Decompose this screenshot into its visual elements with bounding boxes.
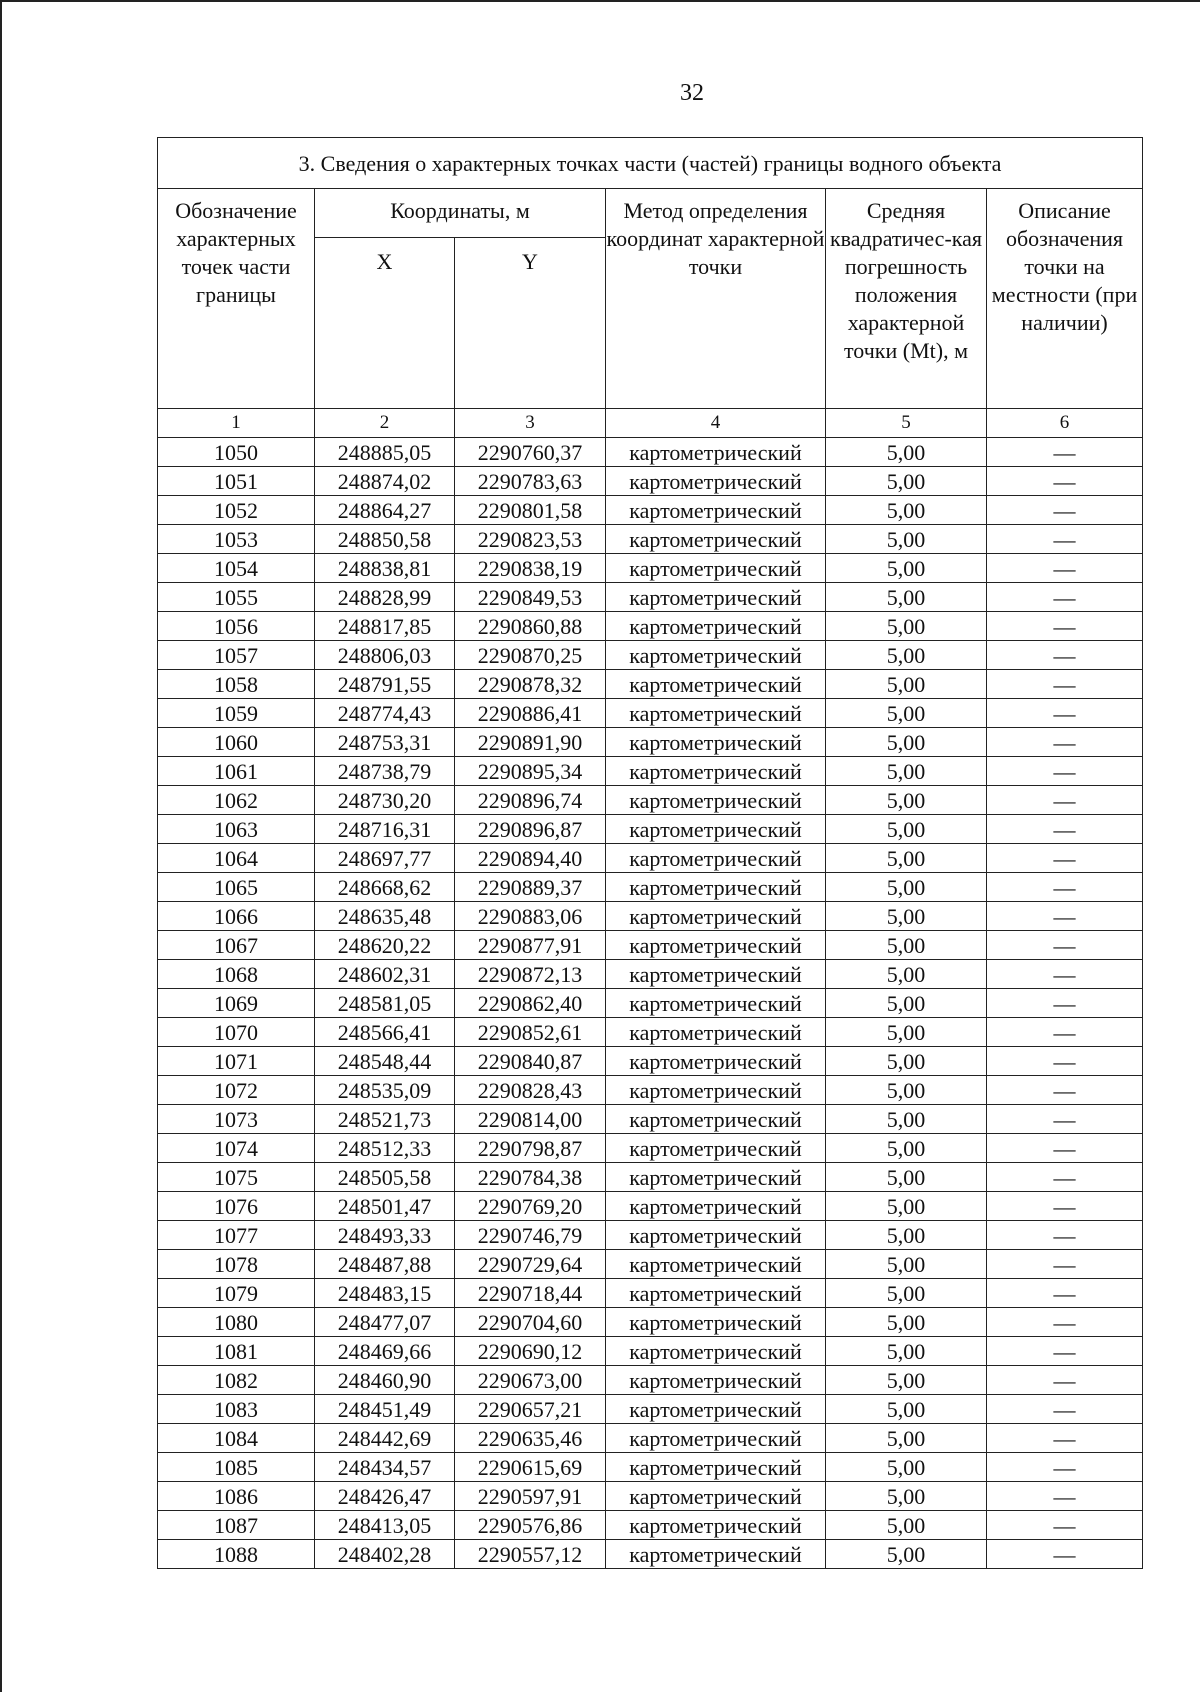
y-coord-cell: 2290673,00 xyxy=(455,1366,606,1395)
error-cell: 5,00 xyxy=(826,670,987,699)
point-id-cell: 1081 xyxy=(158,1337,315,1366)
table-row xyxy=(158,757,1143,786)
column-number: 4 xyxy=(606,409,826,438)
table-row xyxy=(158,873,1143,902)
point-id-cell: 1087 xyxy=(158,1511,315,1540)
method-cell: картометрический xyxy=(606,1163,826,1192)
method-cell: картометрический xyxy=(606,989,826,1018)
table-row xyxy=(158,1366,1143,1395)
error-cell: 5,00 xyxy=(826,1134,987,1163)
description-cell: — xyxy=(987,931,1143,960)
description-cell: — xyxy=(987,525,1143,554)
table-row xyxy=(158,786,1143,815)
error-cell: 5,00 xyxy=(826,1279,987,1308)
table-row xyxy=(158,1279,1143,1308)
table-row xyxy=(158,1221,1143,1250)
x-coord-cell: 248697,77 xyxy=(315,844,455,873)
x-coord-cell: 248602,31 xyxy=(315,960,455,989)
table-row xyxy=(158,1540,1143,1569)
table-row xyxy=(158,1250,1143,1279)
method-cell: картометрический xyxy=(606,438,826,467)
table-row xyxy=(158,1308,1143,1337)
point-id-cell: 1082 xyxy=(158,1366,315,1395)
y-coord-cell: 2290896,74 xyxy=(455,786,606,815)
error-cell: 5,00 xyxy=(826,728,987,757)
y-coord-cell: 2290823,53 xyxy=(455,525,606,554)
column-number: 5 xyxy=(826,409,987,438)
column-number: 2 xyxy=(315,409,455,438)
error-cell: 5,00 xyxy=(826,1511,987,1540)
y-coord-cell: 2290718,44 xyxy=(455,1279,606,1308)
x-coord-cell: 248828,99 xyxy=(315,583,455,612)
description-cell: — xyxy=(987,496,1143,525)
y-coord-cell: 2290878,32 xyxy=(455,670,606,699)
table-row xyxy=(158,815,1143,844)
description-cell: — xyxy=(987,1163,1143,1192)
point-id-cell: 1084 xyxy=(158,1424,315,1453)
x-coord-cell: 248487,88 xyxy=(315,1250,455,1279)
method-cell: картометрический xyxy=(606,873,826,902)
x-coord-cell: 248413,05 xyxy=(315,1511,455,1540)
point-id-cell: 1062 xyxy=(158,786,315,815)
point-id-cell: 1086 xyxy=(158,1482,315,1511)
table-row xyxy=(158,525,1143,554)
table-row xyxy=(158,931,1143,960)
x-coord-cell: 248850,58 xyxy=(315,525,455,554)
description-cell: — xyxy=(987,873,1143,902)
y-coord-cell: 2290895,34 xyxy=(455,757,606,786)
description-cell: — xyxy=(987,1250,1143,1279)
table-row xyxy=(158,1395,1143,1424)
y-coord-cell: 2290704,60 xyxy=(455,1308,606,1337)
header-error: Средняя квадратичес-кая погрешность положения характерной точки (Mt), м xyxy=(826,189,987,409)
method-cell: картометрический xyxy=(606,1018,826,1047)
method-cell: картометрический xyxy=(606,496,826,525)
x-coord-cell: 248535,09 xyxy=(315,1076,455,1105)
method-cell: картометрический xyxy=(606,1308,826,1337)
error-cell: 5,00 xyxy=(826,960,987,989)
x-coord-cell: 248885,05 xyxy=(315,438,455,467)
point-id-cell: 1061 xyxy=(158,757,315,786)
y-coord-cell: 2290729,64 xyxy=(455,1250,606,1279)
point-id-cell: 1075 xyxy=(158,1163,315,1192)
column-numbers-row xyxy=(158,409,1143,438)
y-coord-cell: 2290746,79 xyxy=(455,1221,606,1250)
method-cell: картометрический xyxy=(606,525,826,554)
y-coord-cell: 2290635,46 xyxy=(455,1424,606,1453)
table-row xyxy=(158,1134,1143,1163)
error-cell: 5,00 xyxy=(826,1076,987,1105)
x-coord-cell: 248521,73 xyxy=(315,1105,455,1134)
y-coord-cell: 2290615,69 xyxy=(455,1453,606,1482)
error-cell: 5,00 xyxy=(826,467,987,496)
description-cell: — xyxy=(987,728,1143,757)
error-cell: 5,00 xyxy=(826,699,987,728)
table-row xyxy=(158,902,1143,931)
method-cell: картометрический xyxy=(606,1424,826,1453)
description-cell: — xyxy=(987,467,1143,496)
table-row xyxy=(158,641,1143,670)
point-id-cell: 1059 xyxy=(158,699,315,728)
point-id-cell: 1088 xyxy=(158,1540,315,1569)
y-coord-cell: 2290870,25 xyxy=(455,641,606,670)
table-row xyxy=(158,438,1143,467)
error-cell: 5,00 xyxy=(826,1366,987,1395)
y-coord-cell: 2290557,12 xyxy=(455,1540,606,1569)
description-cell: — xyxy=(987,1221,1143,1250)
error-cell: 5,00 xyxy=(826,1250,987,1279)
method-cell: картометрический xyxy=(606,1395,826,1424)
table-row xyxy=(158,1337,1143,1366)
error-cell: 5,00 xyxy=(826,989,987,1018)
error-cell: 5,00 xyxy=(826,1105,987,1134)
y-coord-cell: 2290769,20 xyxy=(455,1192,606,1221)
table-row xyxy=(158,699,1143,728)
table-row xyxy=(158,1192,1143,1221)
description-cell: — xyxy=(987,960,1143,989)
y-coord-cell: 2290838,19 xyxy=(455,554,606,583)
x-coord-cell: 248791,55 xyxy=(315,670,455,699)
method-cell: картометрический xyxy=(606,1511,826,1540)
method-cell: картометрический xyxy=(606,554,826,583)
description-cell: — xyxy=(987,1076,1143,1105)
point-id-cell: 1055 xyxy=(158,583,315,612)
point-id-cell: 1069 xyxy=(158,989,315,1018)
method-cell: картометрический xyxy=(606,1279,826,1308)
point-id-cell: 1057 xyxy=(158,641,315,670)
method-cell: картометрический xyxy=(606,1047,826,1076)
description-cell: — xyxy=(987,1424,1143,1453)
table-row xyxy=(158,1424,1143,1453)
x-coord-cell: 248505,58 xyxy=(315,1163,455,1192)
method-cell: картометрический xyxy=(606,1134,826,1163)
table-row xyxy=(158,844,1143,873)
error-cell: 5,00 xyxy=(826,612,987,641)
description-cell: — xyxy=(987,438,1143,467)
error-cell: 5,00 xyxy=(826,902,987,931)
y-coord-cell: 2290852,61 xyxy=(455,1018,606,1047)
method-cell: картометрический xyxy=(606,1540,826,1569)
x-coord-cell: 248753,31 xyxy=(315,728,455,757)
error-cell: 5,00 xyxy=(826,1395,987,1424)
point-id-cell: 1050 xyxy=(158,438,315,467)
point-id-cell: 1053 xyxy=(158,525,315,554)
error-cell: 5,00 xyxy=(826,1163,987,1192)
y-coord-cell: 2290828,43 xyxy=(455,1076,606,1105)
y-coord-cell: 2290801,58 xyxy=(455,496,606,525)
error-cell: 5,00 xyxy=(826,525,987,554)
x-coord-cell: 248402,28 xyxy=(315,1540,455,1569)
x-coord-cell: 248483,15 xyxy=(315,1279,455,1308)
error-cell: 5,00 xyxy=(826,1453,987,1482)
x-coord-cell: 248566,41 xyxy=(315,1018,455,1047)
point-id-cell: 1073 xyxy=(158,1105,315,1134)
table-row xyxy=(158,989,1143,1018)
error-cell: 5,00 xyxy=(826,496,987,525)
point-id-cell: 1051 xyxy=(158,467,315,496)
y-coord-cell: 2290840,87 xyxy=(455,1047,606,1076)
point-id-cell: 1076 xyxy=(158,1192,315,1221)
method-cell: картометрический xyxy=(606,1366,826,1395)
error-cell: 5,00 xyxy=(826,1047,987,1076)
description-cell: — xyxy=(987,699,1143,728)
point-id-cell: 1083 xyxy=(158,1395,315,1424)
column-number: 3 xyxy=(455,409,606,438)
description-cell: — xyxy=(987,1482,1143,1511)
description-cell: — xyxy=(987,1395,1143,1424)
column-number: 6 xyxy=(987,409,1143,438)
error-cell: 5,00 xyxy=(826,583,987,612)
x-coord-cell: 248774,43 xyxy=(315,699,455,728)
method-cell: картометрический xyxy=(606,728,826,757)
point-id-cell: 1074 xyxy=(158,1134,315,1163)
method-cell: картометрический xyxy=(606,757,826,786)
y-coord-cell: 2290783,63 xyxy=(455,467,606,496)
description-cell: — xyxy=(987,670,1143,699)
table-row xyxy=(158,496,1143,525)
description-cell: — xyxy=(987,786,1143,815)
error-cell: 5,00 xyxy=(826,1308,987,1337)
error-cell: 5,00 xyxy=(826,1337,987,1366)
description-cell: — xyxy=(987,902,1143,931)
table-row xyxy=(158,728,1143,757)
description-cell: — xyxy=(987,1366,1143,1395)
y-coord-cell: 2290576,86 xyxy=(455,1511,606,1540)
point-id-cell: 1078 xyxy=(158,1250,315,1279)
x-coord-cell: 248620,22 xyxy=(315,931,455,960)
error-cell: 5,00 xyxy=(826,873,987,902)
x-coord-cell: 248451,49 xyxy=(315,1395,455,1424)
description-cell: — xyxy=(987,757,1143,786)
description-cell: — xyxy=(987,583,1143,612)
description-cell: — xyxy=(987,815,1143,844)
description-cell: — xyxy=(987,844,1143,873)
y-coord-cell: 2290798,87 xyxy=(455,1134,606,1163)
method-cell: картометрический xyxy=(606,931,826,960)
point-id-cell: 1056 xyxy=(158,612,315,641)
point-id-cell: 1065 xyxy=(158,873,315,902)
table-row xyxy=(158,960,1143,989)
y-coord-cell: 2290883,06 xyxy=(455,902,606,931)
method-cell: картометрический xyxy=(606,670,826,699)
description-cell: — xyxy=(987,1192,1143,1221)
page-number: 32 xyxy=(680,80,704,106)
table-row xyxy=(158,1105,1143,1134)
y-coord-cell: 2290657,21 xyxy=(455,1395,606,1424)
point-id-cell: 1060 xyxy=(158,728,315,757)
y-coord-cell: 2290894,40 xyxy=(455,844,606,873)
point-id-cell: 1054 xyxy=(158,554,315,583)
description-cell: — xyxy=(987,1279,1143,1308)
boundary-points-table xyxy=(157,137,1143,1569)
description-cell: — xyxy=(987,1134,1143,1163)
y-coord-cell: 2290872,13 xyxy=(455,960,606,989)
point-id-cell: 1066 xyxy=(158,902,315,931)
x-coord-cell: 248838,81 xyxy=(315,554,455,583)
y-coord-cell: 2290760,37 xyxy=(455,438,606,467)
description-cell: — xyxy=(987,989,1143,1018)
point-id-cell: 1077 xyxy=(158,1221,315,1250)
header-y: Y xyxy=(455,238,606,409)
point-id-cell: 1067 xyxy=(158,931,315,960)
x-coord-cell: 248738,79 xyxy=(315,757,455,786)
y-coord-cell: 2290891,90 xyxy=(455,728,606,757)
description-cell: — xyxy=(987,612,1143,641)
x-coord-cell: 248864,27 xyxy=(315,496,455,525)
x-coord-cell: 248806,03 xyxy=(315,641,455,670)
error-cell: 5,00 xyxy=(826,438,987,467)
header-x: X xyxy=(315,238,455,409)
table-row xyxy=(158,467,1143,496)
point-id-cell: 1058 xyxy=(158,670,315,699)
table-row xyxy=(158,1163,1143,1192)
y-coord-cell: 2290849,53 xyxy=(455,583,606,612)
method-cell: картометрический xyxy=(606,1221,826,1250)
header-description: Описание обозначения точки на местности (при наличии) xyxy=(987,189,1143,409)
method-cell: картометрический xyxy=(606,641,826,670)
x-coord-cell: 248442,69 xyxy=(315,1424,455,1453)
table-row xyxy=(158,670,1143,699)
y-coord-cell: 2290597,91 xyxy=(455,1482,606,1511)
description-cell: — xyxy=(987,554,1143,583)
description-cell: — xyxy=(987,1337,1143,1366)
error-cell: 5,00 xyxy=(826,1018,987,1047)
x-coord-cell: 248477,07 xyxy=(315,1308,455,1337)
description-cell: — xyxy=(987,1511,1143,1540)
point-id-cell: 1071 xyxy=(158,1047,315,1076)
method-cell: картометрический xyxy=(606,612,826,641)
method-cell: картометрический xyxy=(606,786,826,815)
x-coord-cell: 248668,62 xyxy=(315,873,455,902)
y-coord-cell: 2290784,38 xyxy=(455,1163,606,1192)
method-cell: картометрический xyxy=(606,1192,826,1221)
scan-edge-left xyxy=(0,0,2,1692)
method-cell: картометрический xyxy=(606,960,826,989)
table-row xyxy=(158,1018,1143,1047)
point-id-cell: 1085 xyxy=(158,1453,315,1482)
x-coord-cell: 248817,85 xyxy=(315,612,455,641)
table-row xyxy=(158,583,1143,612)
x-coord-cell: 248874,02 xyxy=(315,467,455,496)
x-coord-cell: 248460,90 xyxy=(315,1366,455,1395)
y-coord-cell: 2290690,12 xyxy=(455,1337,606,1366)
description-cell: — xyxy=(987,1018,1143,1047)
x-coord-cell: 248493,33 xyxy=(315,1221,455,1250)
point-id-cell: 1070 xyxy=(158,1018,315,1047)
method-cell: картометрический xyxy=(606,844,826,873)
table-row xyxy=(158,1076,1143,1105)
error-cell: 5,00 xyxy=(826,815,987,844)
error-cell: 5,00 xyxy=(826,1424,987,1453)
header-method: Метод определения координат характерной точки xyxy=(606,189,826,409)
description-cell: — xyxy=(987,1105,1143,1134)
x-coord-cell: 248716,31 xyxy=(315,815,455,844)
table-body xyxy=(158,438,1143,1569)
y-coord-cell: 2290862,40 xyxy=(455,989,606,1018)
table-row xyxy=(158,1453,1143,1482)
error-cell: 5,00 xyxy=(826,1221,987,1250)
error-cell: 5,00 xyxy=(826,1192,987,1221)
x-coord-cell: 248581,05 xyxy=(315,989,455,1018)
point-id-cell: 1079 xyxy=(158,1279,315,1308)
table-row xyxy=(158,1511,1143,1540)
method-cell: картометрический xyxy=(606,902,826,931)
point-id-cell: 1064 xyxy=(158,844,315,873)
error-cell: 5,00 xyxy=(826,1540,987,1569)
method-cell: картометрический xyxy=(606,467,826,496)
column-number: 1 xyxy=(158,409,315,438)
error-cell: 5,00 xyxy=(826,786,987,815)
method-cell: картометрический xyxy=(606,1105,826,1134)
method-cell: картометрический xyxy=(606,1250,826,1279)
description-cell: — xyxy=(987,641,1143,670)
table-row xyxy=(158,1482,1143,1511)
x-coord-cell: 248512,33 xyxy=(315,1134,455,1163)
error-cell: 5,00 xyxy=(826,931,987,960)
point-id-cell: 1068 xyxy=(158,960,315,989)
method-cell: картометрический xyxy=(606,1337,826,1366)
method-cell: картометрический xyxy=(606,583,826,612)
y-coord-cell: 2290889,37 xyxy=(455,873,606,902)
description-cell: — xyxy=(987,1047,1143,1076)
point-id-cell: 1072 xyxy=(158,1076,315,1105)
scan-edge-top xyxy=(0,0,1200,2)
method-cell: картометрический xyxy=(606,1453,826,1482)
table-row xyxy=(158,554,1143,583)
point-id-cell: 1080 xyxy=(158,1308,315,1337)
description-cell: — xyxy=(987,1540,1143,1569)
y-coord-cell: 2290896,87 xyxy=(455,815,606,844)
header-point: Обозначение характерных точек части границы xyxy=(158,189,315,409)
x-coord-cell: 248635,48 xyxy=(315,902,455,931)
description-cell: — xyxy=(987,1453,1143,1482)
error-cell: 5,00 xyxy=(826,641,987,670)
y-coord-cell: 2290814,00 xyxy=(455,1105,606,1134)
error-cell: 5,00 xyxy=(826,1482,987,1511)
x-coord-cell: 248469,66 xyxy=(315,1337,455,1366)
x-coord-cell: 248548,44 xyxy=(315,1047,455,1076)
method-cell: картометрический xyxy=(606,1076,826,1105)
y-coord-cell: 2290877,91 xyxy=(455,931,606,960)
error-cell: 5,00 xyxy=(826,554,987,583)
y-coord-cell: 2290860,88 xyxy=(455,612,606,641)
error-cell: 5,00 xyxy=(826,757,987,786)
point-id-cell: 1063 xyxy=(158,815,315,844)
table-row xyxy=(158,612,1143,641)
error-cell: 5,00 xyxy=(826,844,987,873)
section-title: 3. Сведения о характерных точках части (частей) границы водного объекта xyxy=(158,138,1143,189)
method-cell: картометрический xyxy=(606,815,826,844)
x-coord-cell: 248426,47 xyxy=(315,1482,455,1511)
description-cell: — xyxy=(987,1308,1143,1337)
table-row xyxy=(158,1047,1143,1076)
point-id-cell: 1052 xyxy=(158,496,315,525)
x-coord-cell: 248434,57 xyxy=(315,1453,455,1482)
y-coord-cell: 2290886,41 xyxy=(455,699,606,728)
x-coord-cell: 248501,47 xyxy=(315,1192,455,1221)
method-cell: картометрический xyxy=(606,1482,826,1511)
header-coords: Координаты, м xyxy=(315,189,606,238)
x-coord-cell: 248730,20 xyxy=(315,786,455,815)
method-cell: картометрический xyxy=(606,699,826,728)
